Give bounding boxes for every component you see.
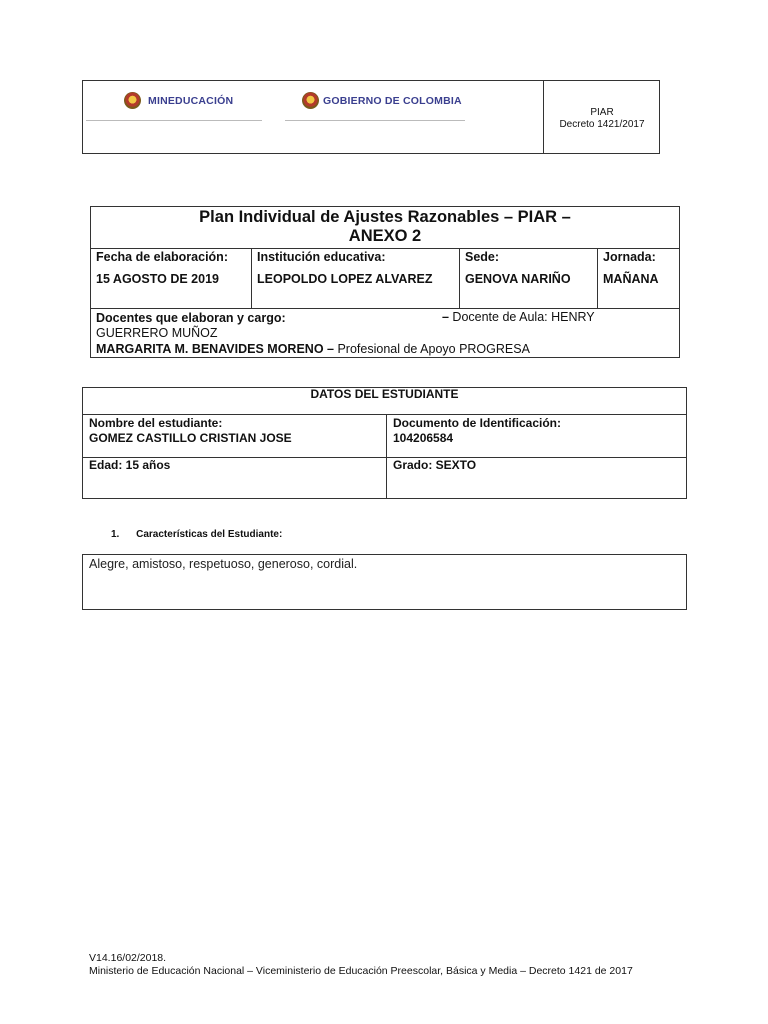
footer-ministry: Ministerio de Educación Nacional – Viceministerio de Educación Preescolar, Básica y Media – Decreto 1421 de 2017 [89,965,633,977]
docentes-label: Docentes que elaboran y cargo: [96,311,286,325]
student-col-divider [386,414,387,499]
characteristics-heading [111,529,282,540]
docente2-line [96,342,530,356]
plan-row-divider [90,308,680,309]
student-section-title: DATOS DEL ESTUDIANTE [310,387,459,401]
plan-title [90,208,680,246]
gobierno-colombia-logo [285,86,465,121]
student-row-divider [82,414,687,415]
grado-text: Grado: SEXTO [393,458,477,472]
nombre-value: GOMEZ CASTILLO CRISTIAN JOSE [89,431,292,445]
plan-col-divider [459,248,460,308]
decree-label: Decreto 1421/2017 [559,119,645,130]
plan-row-divider [90,248,680,249]
colombia-seal-icon [124,92,141,109]
characteristics-label: Características del Estudiante: [136,529,283,540]
sede-label: Sede: [465,250,500,264]
institucion-value: LEOPOLDO LOPEZ ALVAREZ [257,272,433,286]
plan-title-line2: ANEXO 2 [348,227,422,245]
mineducacion-logo-text: MINEDUCACIÓN [148,95,234,107]
institucion-label: Institución educativa: [257,250,386,264]
fecha-value: 15 AGOSTO DE 2019 [96,272,219,286]
jornada-value: MAÑANA [603,272,659,286]
plan-col-divider [597,248,598,308]
plan-title-line1: Plan Individual de Ajustes Razonables – PIAR – [199,208,571,226]
docente1-dash: – [442,310,449,324]
docente2-name: MARGARITA M. BENAVIDES MORENO – [96,342,334,356]
sede-value: GENOVA NARIÑO [465,272,571,286]
footer-version: V14.16/02/2018. [89,952,167,964]
docente2-role: Profesional de Apoyo PROGRESA [333,342,530,356]
edad-text: Edad: 15 años [89,458,171,472]
docente1-role [442,310,595,324]
characteristics-number: 1. [111,529,120,540]
documento-label: Documento de Identificación: [393,416,562,430]
plan-col-divider [251,248,252,308]
nombre-label: Nombre del estudiante: [89,416,223,430]
colombia-seal-icon [302,92,319,109]
gobierno-logo-text: GOBIERNO DE COLOMBIA [323,95,462,107]
fecha-label: Fecha de elaboración: [96,250,228,264]
docente1-name: GUERRERO MUÑOZ [96,326,218,340]
student-row-divider [82,457,687,458]
jornada-label: Jornada: [603,250,656,264]
docente1-role-text: Docente de Aula: HENRY [448,310,595,324]
characteristics-text: Alegre, amistoso, respetuoso, generoso, cordial. [89,557,358,571]
piar-label: PIAR [590,107,614,118]
page-footer [89,952,633,978]
header-piar-block [545,107,659,131]
documento-value: 104206584 [393,431,454,445]
header-divider [543,80,544,154]
mineducacion-logo [86,86,262,121]
